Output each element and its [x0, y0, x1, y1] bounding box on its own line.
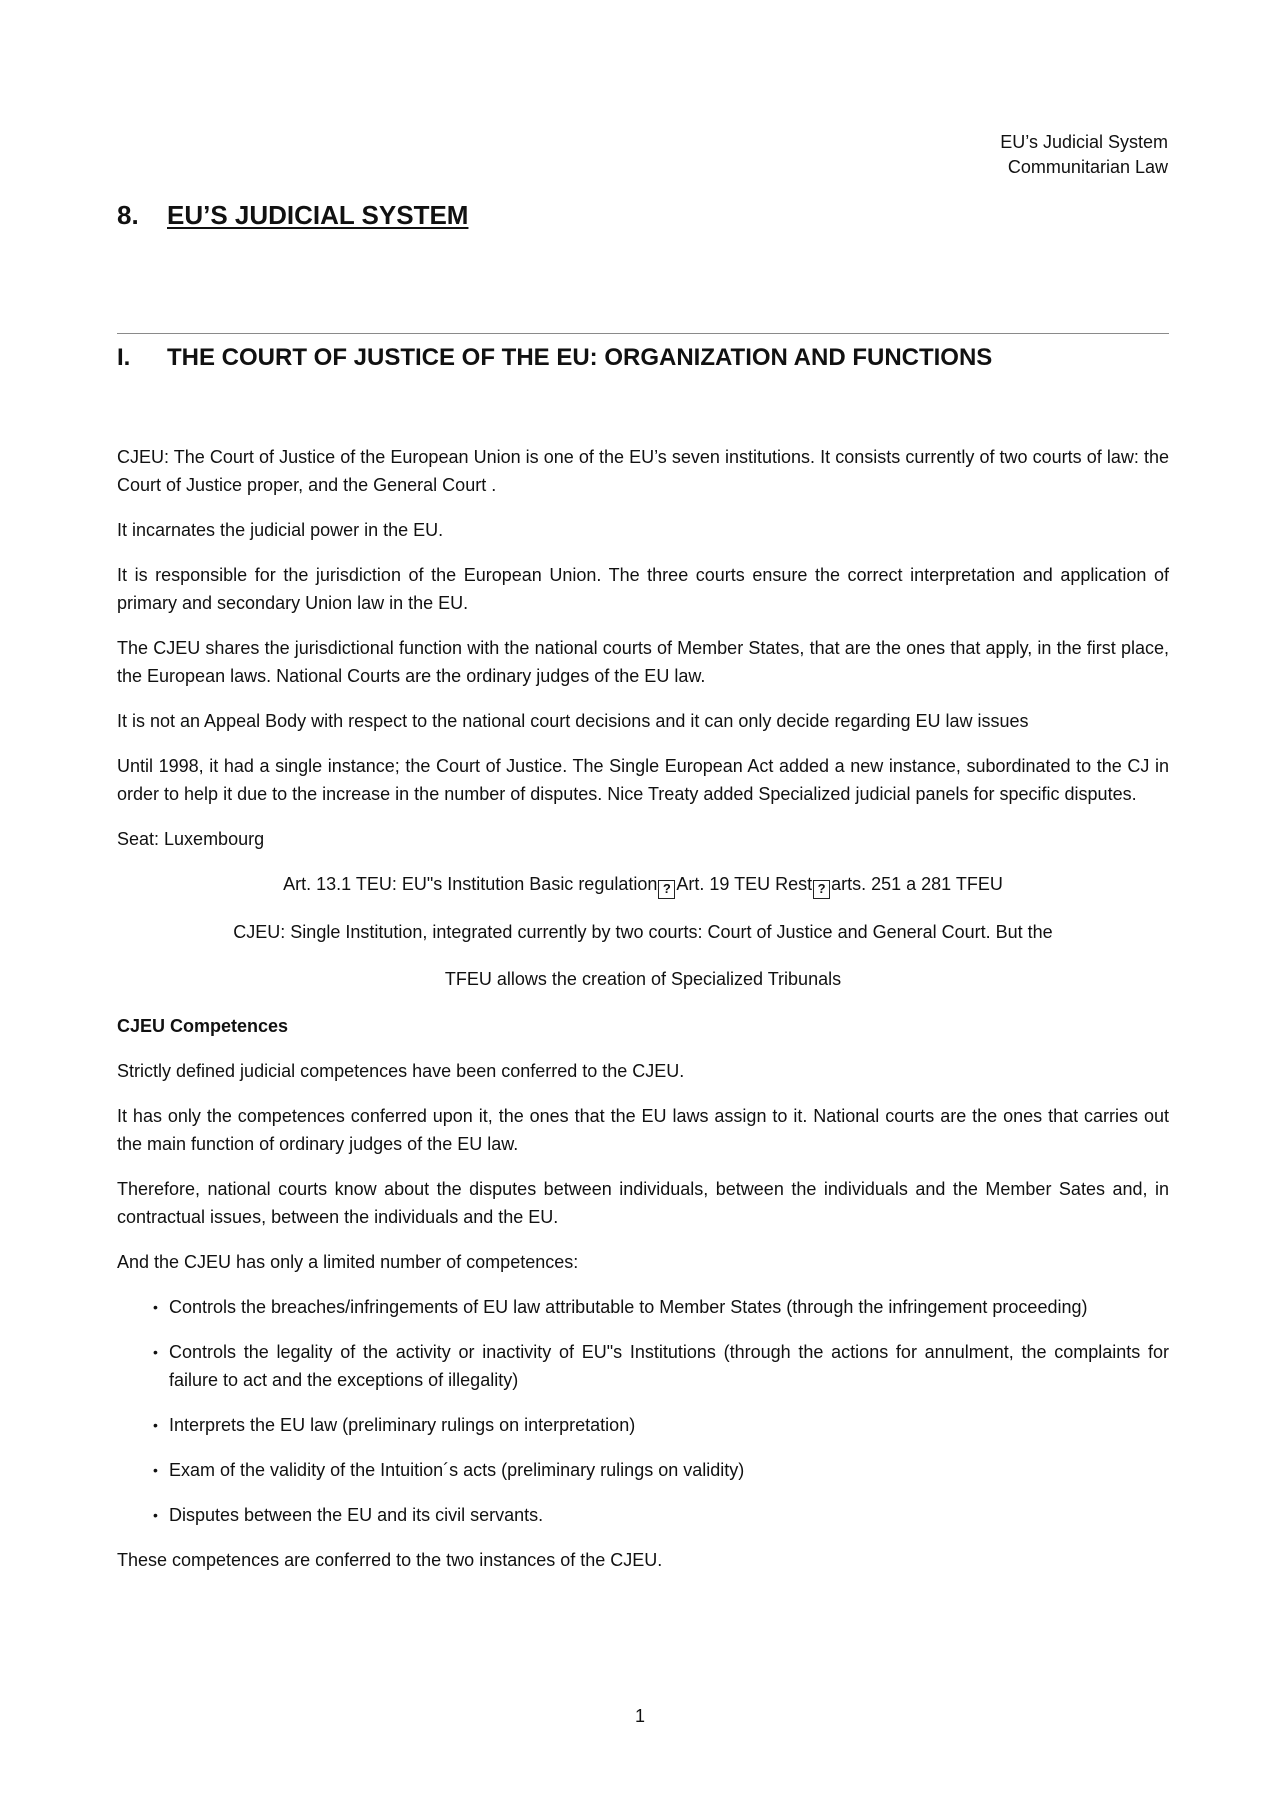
- paragraph-jurisdiction: It is responsible for the jurisdiction of the European Union. The three courts ensure the correct interpretation and application of primary and secondary Union law in the EU.: [117, 565, 1169, 613]
- chapter-title-text: EU’S JUDICIAL SYSTEM: [167, 200, 469, 230]
- legal-basis-part1: Art. 13.1 TEU: EU"s Institution Basic regulation: [283, 874, 658, 894]
- list-item: • Controls the legality of the activity or inactivity of EU"s Institutions (through the actions for annulment, the complaints for failure to act and the exceptions of illegality): [153, 1338, 1169, 1394]
- running-header: [1000, 130, 1168, 180]
- page-number: 1: [634, 1706, 645, 1726]
- section-title-text: THE COURT OF JUSTICE OF THE EU: ORGANIZATION AND FUNCTIONS: [167, 344, 993, 371]
- paragraph-appeal-body: It is not an Appeal Body with respect to the national court decisions and it can only decide regarding EU law issues: [117, 711, 1029, 731]
- list-item: • Controls the breaches/infringements of EU law attributable to Member States (through the infringement proceeding): [153, 1293, 1169, 1321]
- document-body: [117, 443, 1169, 1591]
- bullet-icon: •: [153, 1417, 158, 1433]
- centered-line-tfeu: TFEU allows the creation of Specialized Tribunals: [444, 969, 842, 989]
- paragraph-closing: These competences are conferred to the two instances of the CJEU.: [117, 1550, 663, 1570]
- legal-basis-line: [117, 870, 1169, 899]
- competences-heading: CJEU Competences: [117, 1016, 289, 1036]
- section-title: [117, 344, 992, 372]
- header-title: EU’s Judicial System: [1000, 132, 1168, 152]
- bullet-icon: •: [153, 1507, 158, 1523]
- paragraph-national-courts: The CJEU shares the jurisdictional function with the national courts of Member States, that are the ones that apply, in the first place, the European laws. National Courts are the ordinary judges of the EU law.: [117, 638, 1169, 686]
- missing-glyph-box-1: ?: [658, 880, 675, 899]
- list-item: • Disputes between the EU and its civil servants.: [153, 1501, 1169, 1529]
- list-item: • Exam of the validity of the Intuition´s acts (preliminary rulings on validity): [153, 1456, 1169, 1484]
- paragraph-strict-competences: Strictly defined judicial competences have been conferred to the CJEU.: [117, 1061, 685, 1081]
- competences-list: [117, 1293, 1169, 1529]
- header-subtitle: Communitarian Law: [1007, 157, 1168, 177]
- missing-glyph-box-2: ?: [813, 880, 830, 899]
- chapter-title: [117, 200, 468, 231]
- section-number: I.: [117, 344, 131, 371]
- chapter-number: 8.: [117, 200, 139, 230]
- paragraph-conferred-competences: It has only the competences conferred upon it, the ones that the EU laws assign to it. National courts are the ones that carries out the main function of ordinary judges of the EU law.: [117, 1106, 1169, 1154]
- bullet-icon: •: [153, 1462, 158, 1478]
- paragraph-history: Until 1998, it had a single instance; the Court of Justice. The Single European Act added a new instance, subordinated to the CJ in order to help it due to the increase in the number of disputes. Nice Treaty added Specialized judicial panels for specific disputes.: [117, 756, 1169, 804]
- legal-basis-part2: Art. 19 TEU Rest: [676, 874, 813, 894]
- paragraph-limited-competences: And the CJEU has only a limited number of competences:: [117, 1252, 579, 1272]
- bullet-icon: •: [153, 1299, 158, 1315]
- bullet-icon: •: [153, 1344, 158, 1360]
- list-item: • Interprets the EU law (preliminary rulings on interpretation): [153, 1411, 1169, 1439]
- paragraph-seat: Seat: Luxembourg: [117, 829, 265, 849]
- legal-basis-part3: arts. 251 a 281 TFEU: [831, 874, 1003, 894]
- section-divider: [117, 333, 1169, 334]
- centered-line-composition: CJEU: Single Institution, integrated currently by two courts: Court of Justice and General Court. But the: [233, 922, 1053, 942]
- paragraph-judicial-power: It incarnates the judicial power in the EU.: [117, 520, 444, 540]
- paragraph-national-disputes: Therefore, national courts know about the disputes between individuals, between the individuals and the Member Sates and, in contractual issues, between the individuals and the EU.: [117, 1179, 1169, 1227]
- paragraph-cjeu-intro: CJEU: The Court of Justice of the European Union is one of the EU’s seven institutions. It consists currently of two courts of law: the Court of Justice proper, and the General Court .: [117, 447, 1169, 495]
